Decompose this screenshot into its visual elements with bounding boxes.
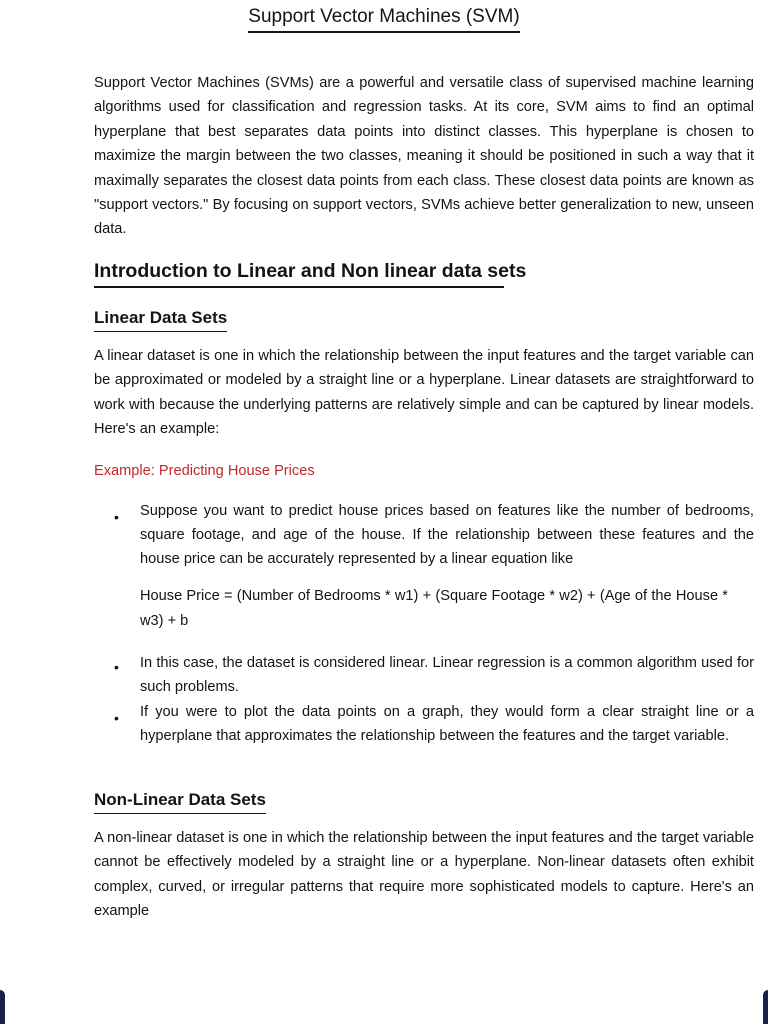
nonlinear-paragraph: A non-linear dataset is one in which the relationship between the input features and the target variable cannot be effectively modeled by a straight line or a hyperplane. Non-linear datasets often exhibit complex, curved, or irregular patterns that require more sophisticated models to capture. Here's an example bbox=[94, 830, 754, 920]
bullet-marker-3: • bbox=[114, 710, 119, 726]
document-title-text: Support Vector Machines (SVM) bbox=[248, 4, 519, 33]
linear-data-sets-heading-text: Linear Data Sets bbox=[94, 306, 227, 332]
bullet-item-3: If you were to plot the data points on a graph, they would form a clear straight line or a hyperplane that approximates the relationship between the features and the target variable. bbox=[140, 704, 754, 745]
bullet-marker-1: • bbox=[114, 509, 119, 525]
linear-data-sets-heading bbox=[94, 306, 227, 332]
nonlinear-data-sets-heading bbox=[94, 788, 266, 814]
intro-paragraph: Support Vector Machines (SVMs) are a powerful and versatile class of supervised machine learning algorithms used for classification and regression tasks. At its core, SVM aims to find an optimal hyperplane that best separates data points into distinct classes. This hyperplane is chosen to maximize the margin between the two classes, meaning it should be positioned in such a way that it maximally separates the closest data points from each class. These closest data points are known as "support vectors." By focusing on support vectors, SVMs achieve better generalization to new, unseen data. bbox=[94, 75, 754, 238]
device-frame-edge-left bbox=[0, 990, 5, 1024]
section-heading-intro: Introduction to Linear and Non linear data sets bbox=[94, 260, 527, 282]
device-frame-edge-right bbox=[763, 990, 768, 1024]
section-heading-rule bbox=[94, 286, 504, 288]
bullet-item-2: In this case, the dataset is considered linear. Linear regression is a common algorithm used for such problems. bbox=[140, 655, 754, 696]
bullet-item-1: Suppose you want to predict house prices based on features like the number of bedrooms, square footage, and age of the house. If the relationship between these features and the house price can be accurately represented by a linear equation like bbox=[140, 503, 754, 568]
house-price-formula: House Price = (Number of Bedrooms * w1) + (Square Footage * w2) + (Age of the House * w3) + b bbox=[140, 588, 728, 629]
bullet-marker-2: • bbox=[114, 659, 119, 675]
linear-paragraph: A linear dataset is one in which the relationship between the input features and the target variable can be approximated or modeled by a straight line or a hyperplane. Linear datasets are straightforward to work with because the underlying patterns are relatively simple and can be captured by linear models. Here's an example: bbox=[94, 348, 754, 438]
example-label: Example: Predicting House Prices bbox=[94, 463, 315, 479]
nonlinear-data-sets-heading-text: Non-Linear Data Sets bbox=[94, 788, 266, 814]
document-title bbox=[0, 4, 768, 33]
